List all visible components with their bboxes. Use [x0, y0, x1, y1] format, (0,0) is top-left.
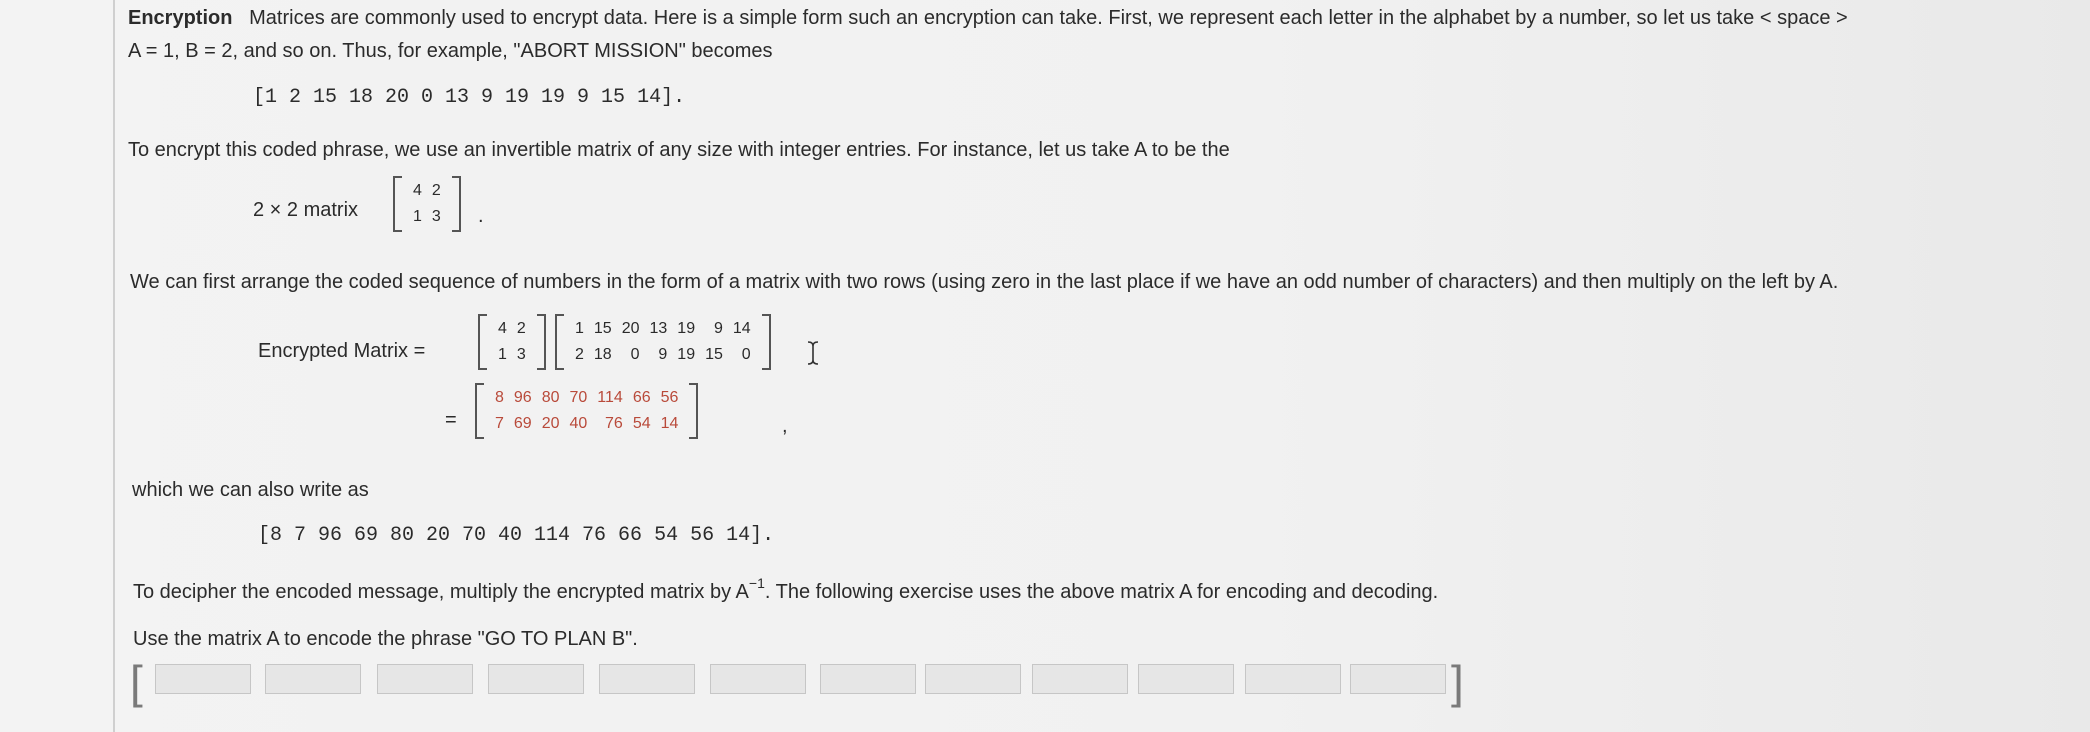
matrix-entry: 0: [741, 346, 751, 363]
answer-field-1[interactable]: [155, 664, 251, 694]
matrix-entry: 15: [593, 320, 612, 337]
answer-field-3[interactable]: [377, 664, 473, 694]
result-matrix: [475, 383, 698, 439]
decipher-line: [133, 571, 1438, 604]
matrix-entry: 1: [413, 208, 422, 225]
matrix-entry: 0: [630, 346, 640, 363]
paragraph-arrange: We can first arrange the coded sequence of numbers in the form of a matrix with two rows (using zero in the last place if we have an odd number of characters) and then multiply on the left by A.: [130, 271, 1839, 293]
matrix-entry: 96: [513, 389, 532, 406]
answer-field-12[interactable]: [1350, 664, 1446, 694]
matrix-entry: 20: [541, 415, 560, 432]
answer-field-2[interactable]: [265, 664, 361, 694]
intro-text: Matrices are commonly used to encrypt data. Here is a simple form such an encryption can take. First, we represent each letter in the alphabet by a number, so let us take < space >: [249, 7, 1848, 29]
answer-field-4[interactable]: [488, 664, 584, 694]
intro-line-2: A = 1, B = 2, and so on. Thus, for example, "ABORT MISSION" becomes: [128, 40, 773, 62]
coded-matrix: [555, 314, 771, 370]
answer-field-11[interactable]: [1245, 664, 1341, 694]
matrix-entry: 76: [605, 415, 623, 432]
matrix-entry: 54: [632, 415, 651, 432]
matrix-entry: 19: [677, 346, 696, 363]
text-cursor-icon: [806, 341, 820, 365]
matrix-entry: 40: [569, 415, 588, 432]
matrix-entry: 1: [575, 320, 584, 337]
matrix-entry: 4: [413, 182, 422, 199]
paragraph-encrypt: To encrypt this coded phrase, we use an invertible matrix of any size with integer entries. For instance, let us take A to be the: [128, 139, 1230, 161]
coded-sequence: [1 2 15 18 20 0 13 9 19 19 9 15 14].: [253, 86, 686, 109]
matrix-entry: 3: [431, 208, 441, 225]
matrix-entry: 14: [732, 320, 751, 337]
matrix-entry: 7: [495, 415, 504, 432]
left-border: [113, 0, 115, 732]
intro-line-1: [128, 6, 1848, 30]
answer-field-6[interactable]: [710, 664, 806, 694]
matrix-entry: 18: [593, 346, 612, 363]
matrix-entry: 66: [632, 389, 651, 406]
matrix-a: [478, 314, 546, 370]
matrix-entry: 9: [713, 320, 723, 337]
answer-close-bracket: ]: [1451, 656, 1464, 708]
answer-field-10[interactable]: [1138, 664, 1234, 694]
matrix-entry: 56: [660, 389, 679, 406]
matrix-entry: 69: [513, 415, 532, 432]
section-heading: Encryption: [128, 7, 233, 29]
matrix-entry: 1: [498, 346, 507, 363]
matrix-entry: 20: [621, 320, 640, 337]
answer-field-9[interactable]: [1032, 664, 1128, 694]
task-line: Use the matrix A to encode the phrase "GO TO PLAN B".: [133, 628, 638, 650]
matrix-entry: 15: [705, 346, 723, 363]
matrix-entry: 13: [649, 320, 668, 337]
matrix-entry: 9: [658, 346, 668, 363]
answer-field-5[interactable]: [599, 664, 695, 694]
matrix-a-intro: [393, 176, 461, 232]
matrix-entry: 80: [541, 389, 560, 406]
matrix-entry: 70: [569, 389, 588, 406]
inverse-exponent: −1: [748, 575, 765, 591]
matrix-entry: 8: [495, 389, 504, 406]
matrix-period: .: [478, 205, 484, 227]
answer-field-7[interactable]: [820, 664, 916, 694]
matrix-entry: 14: [660, 415, 679, 432]
encrypted-matrix-label: Encrypted Matrix =: [258, 340, 426, 362]
matrix-entry: 3: [516, 346, 526, 363]
answer-field-8[interactable]: [925, 664, 1021, 694]
decipher-text-after: . The following exercise uses the above matrix A for encoding and decoding.: [764, 581, 1439, 603]
matrix-entry: 19: [677, 320, 696, 337]
encrypted-sequence: [8 7 96 69 80 20 70 40 114 76 66 54 56 14].: [258, 524, 775, 547]
result-comma: ,: [782, 415, 788, 437]
which-line: which we can also write as: [132, 479, 369, 501]
matrix-entry: 114: [597, 389, 623, 406]
answer-open-bracket: [: [130, 656, 143, 708]
equals-sign: =: [445, 409, 457, 431]
matrix-label: 2 × 2 matrix: [253, 199, 359, 221]
matrix-entry: 2: [516, 320, 526, 337]
matrix-entry: 4: [498, 320, 507, 337]
matrix-entry: 2: [575, 346, 584, 363]
decipher-text-before: To decipher the encoded message, multiply the encrypted matrix by A: [133, 581, 749, 603]
matrix-entry: 2: [431, 182, 441, 199]
